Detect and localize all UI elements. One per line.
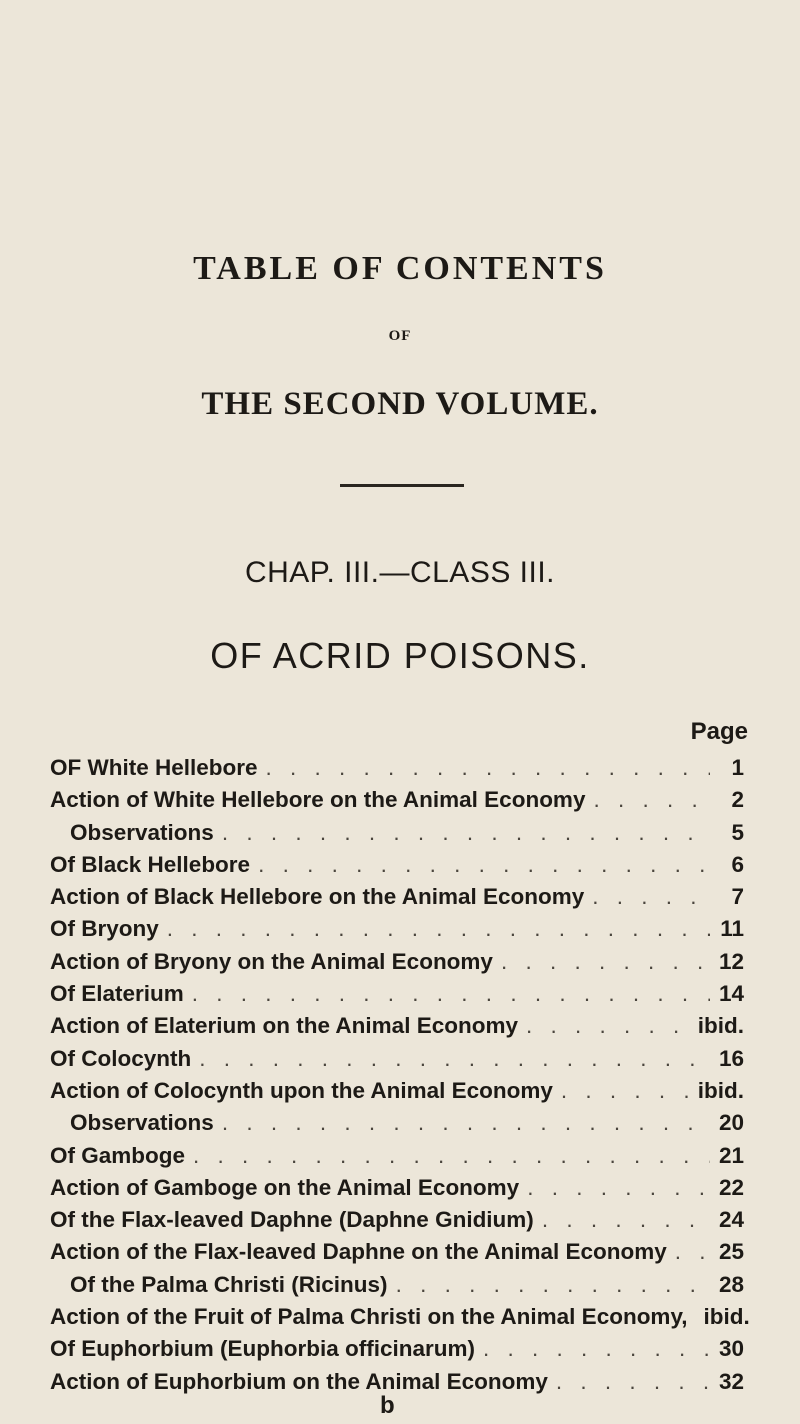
dot-leader bbox=[266, 752, 710, 784]
toc-entry-page: ibid. bbox=[703, 1304, 750, 1330]
toc-entry bbox=[50, 1204, 744, 1236]
toc-entry-title: Action of Euphorbium on the Animal Economy bbox=[50, 1368, 548, 1394]
toc-entry-page: 12 bbox=[718, 948, 744, 974]
toc-entry-title: Of Euphorbium (Euphorbia officinarum) bbox=[50, 1336, 475, 1362]
toc-entry-page: 1 bbox=[731, 755, 744, 780]
toc-entry bbox=[50, 1043, 744, 1075]
dot-leader bbox=[192, 978, 710, 1010]
toc-entry-title: Of Black Hellebore bbox=[50, 851, 251, 877]
toc-entry-page: 32 bbox=[718, 1368, 744, 1394]
toc-entry-page: ibid. bbox=[697, 1077, 744, 1103]
toc-entry-page: 20 bbox=[718, 1110, 744, 1136]
page-title: TABLE OF CONTENTS bbox=[193, 250, 607, 287]
dot-leader bbox=[542, 1204, 710, 1236]
toc-entry-page: 25 bbox=[718, 1239, 744, 1265]
signature-mark: b bbox=[380, 1392, 395, 1419]
toc-entry bbox=[50, 1333, 744, 1365]
toc-entry-title: Observations bbox=[70, 1110, 214, 1136]
toc-entry-title: Action of Elaterium on the Animal Economy bbox=[50, 1013, 518, 1039]
dot-leader bbox=[561, 1075, 690, 1107]
toc-entry-title: Action of White Hellebore on the Animal Economy bbox=[50, 787, 586, 813]
toc-entry bbox=[50, 849, 744, 881]
toc-entry-title: Action of Gamboge on the Animal Economy bbox=[50, 1174, 520, 1200]
dot-leader bbox=[556, 1366, 710, 1398]
toc-entry bbox=[50, 913, 744, 945]
toc-entry bbox=[50, 1172, 744, 1204]
toc-entry-title: Of the Palma Christi (Ricinus) bbox=[70, 1271, 388, 1297]
toc-entry-page: 5 bbox=[731, 819, 744, 845]
toc-entry-page: 30 bbox=[718, 1336, 744, 1362]
toc-entry-title: Action of Black Hellebore on the Animal Economy bbox=[50, 884, 585, 910]
dot-leader bbox=[199, 1043, 710, 1075]
toc-entry bbox=[50, 978, 744, 1010]
toc-entry-page: 21 bbox=[718, 1142, 744, 1168]
dot-leader bbox=[527, 1172, 710, 1204]
dot-leader bbox=[483, 1333, 710, 1365]
chapter-heading: CHAP. III.—CLASS III. bbox=[244, 556, 556, 589]
dot-leader bbox=[258, 849, 710, 881]
dot-leader bbox=[396, 1269, 710, 1301]
toc-entry-page: 16 bbox=[718, 1045, 744, 1071]
dot-leader bbox=[592, 881, 710, 913]
dot-leader bbox=[222, 817, 710, 849]
toc-entry bbox=[50, 752, 744, 784]
toc-entry-title: Of Bryony bbox=[50, 916, 159, 942]
toc-entry-page: 28 bbox=[718, 1271, 744, 1297]
toc-entry-page: 14 bbox=[718, 981, 744, 1007]
divider-rule bbox=[340, 484, 464, 487]
toc-entry bbox=[50, 946, 744, 978]
dot-leader bbox=[675, 1236, 710, 1268]
title-connector: OF bbox=[388, 328, 412, 344]
toc-entry bbox=[50, 1366, 744, 1398]
toc-entry-title: Of Colocynth bbox=[50, 1045, 192, 1071]
dot-leader bbox=[167, 913, 710, 945]
toc-entry-page: 22 bbox=[718, 1174, 744, 1200]
toc-entry bbox=[50, 881, 744, 913]
toc-entry-page: 24 bbox=[718, 1207, 744, 1233]
dot-leader bbox=[501, 946, 710, 978]
contents-list bbox=[50, 752, 750, 1398]
section-heading: OF ACRID POISONS. bbox=[210, 635, 590, 676]
toc-entry bbox=[50, 784, 744, 816]
toc-entry-title: Action of the Flax-leaved Daphne on the Animal Economy bbox=[50, 1239, 667, 1265]
page-column-label: Page bbox=[690, 718, 748, 745]
toc-entry-page: 11 bbox=[720, 916, 744, 942]
toc-entry bbox=[50, 817, 744, 849]
toc-entry-title: OF White Hellebore bbox=[50, 755, 258, 780]
toc-entry bbox=[50, 1075, 744, 1107]
toc-entry-title: Action of Bryony on the Animal Economy bbox=[50, 948, 493, 974]
toc-entry bbox=[50, 1236, 744, 1268]
toc-entry bbox=[50, 1010, 744, 1042]
toc-entry bbox=[50, 1140, 744, 1172]
dot-leader bbox=[193, 1140, 710, 1172]
dot-leader bbox=[526, 1010, 690, 1042]
toc-entry-page: ibid. bbox=[697, 1013, 744, 1039]
toc-entry-title: Action of Colocynth upon the Animal Economy bbox=[50, 1077, 553, 1103]
toc-entry-page: 6 bbox=[731, 851, 744, 877]
toc-entry-title: Action of the Fruit of Palma Christi on the Animal Economy, bbox=[50, 1304, 688, 1330]
dot-leader bbox=[593, 784, 710, 816]
volume-subtitle: THE SECOND VOLUME. bbox=[201, 386, 599, 422]
toc-entry-page: 7 bbox=[731, 884, 744, 910]
toc-entry bbox=[50, 1107, 744, 1139]
toc-entry-title: Observations bbox=[70, 819, 214, 845]
toc-entry-title: Of Gamboge bbox=[50, 1142, 186, 1168]
dot-leader bbox=[222, 1107, 710, 1139]
toc-entry bbox=[50, 1269, 744, 1301]
toc-entry-page: 2 bbox=[731, 787, 744, 813]
toc-entry-title: Of the Flax-leaved Daphne (Daphne Gnidium) bbox=[50, 1207, 534, 1233]
toc-entry bbox=[50, 1301, 750, 1333]
toc-entry-title: Of Elaterium bbox=[50, 981, 184, 1007]
